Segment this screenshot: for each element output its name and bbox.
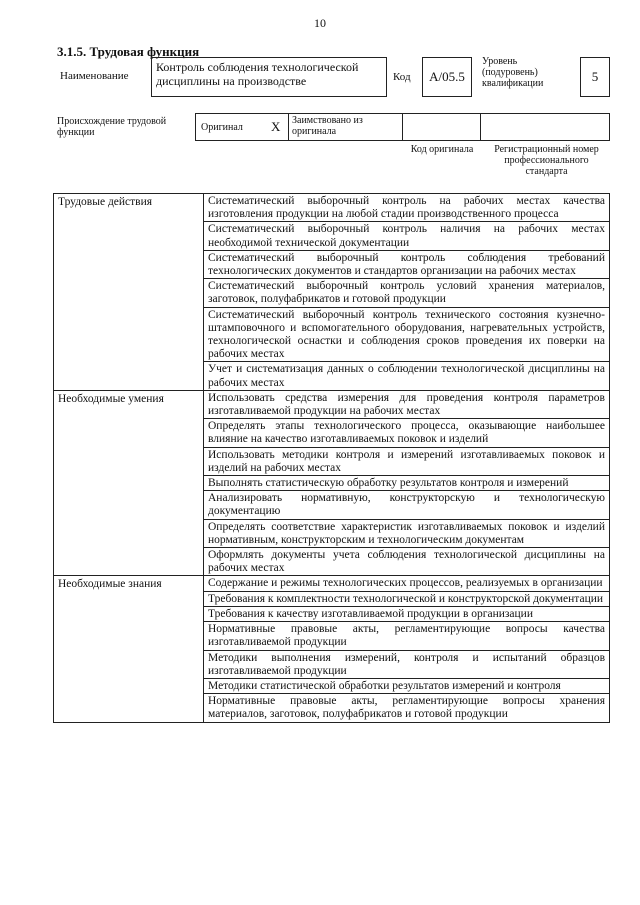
code-original-label: Код оригинала <box>410 144 474 155</box>
section-item: Нормативные правовые акты, регламентирующие вопросы качества изготавливаемой продукции <box>204 622 610 650</box>
section-item: Систематический выборочный контроль наличия на рабочих местах необходимой технической документации <box>204 222 610 250</box>
original-label: Оригинал <box>201 122 243 133</box>
code-value: А/05.5 <box>429 69 465 84</box>
section-category: Необходимые знания <box>54 576 204 722</box>
function-name-box <box>151 57 387 97</box>
section-item: Нормативные правовые акты, регламентирующие вопросы хранения материалов, заготовок, полуфабрикатов и готовой продукции <box>204 694 610 722</box>
origin-divider-3 <box>480 113 481 141</box>
code-label: Код <box>393 71 411 83</box>
section-item: Использовать методики контроля и измерений изготавливаемых поковок и изделий на рабочих местах <box>204 447 610 475</box>
table-row <box>54 576 610 591</box>
section-item: Методики выполнения измерений, контроля и испытаний образцов изготавливаемой продукции <box>204 650 610 678</box>
section-item: Систематический выборочный контроль условий хранения материалов, заготовок, полуфабрикатов и готовой продукции <box>204 279 610 307</box>
section-item: Выполнять статистическую обработку результатов контроля и измерений <box>204 476 610 491</box>
section-item: Определять соответствие характеристик изготавливаемых поковок и изделий нормативным, конструкторским и технологическим документам <box>204 519 610 547</box>
origin-divider-1 <box>288 113 289 141</box>
origin-divider-2 <box>402 113 403 141</box>
section-item: Методики статистической обработки результатов измерений и контроля <box>204 678 610 693</box>
section-item: Требования к комплектности технологической и конструкторской документации <box>204 591 610 606</box>
borrowed-label: Заимствовано из оригинала <box>292 115 363 137</box>
reg-number-label: Регистрационный номер профессионального стандарта <box>494 144 599 177</box>
original-mark: Х <box>271 119 281 134</box>
code-box <box>422 57 472 97</box>
origin-label: Происхождение трудовой функции <box>57 116 167 138</box>
table-row <box>54 194 610 222</box>
section-item: Определять этапы технологического процесса, оказывающие наибольшее влияние на качество изготавливаемых поковок и изделий <box>204 419 610 447</box>
section-item: Использовать средства измерения для проведения контроля параметров изготавливаемой продукции на рабочих местах <box>204 390 610 418</box>
section-category: Трудовые действия <box>54 194 204 391</box>
section-item: Систематический выборочный контроль соблюдения требований технологических документов и стандартов организации на рабочих местах <box>204 250 610 278</box>
section-item: Систематический выборочный контроль технического состояния кузнечно-штамповочного и вспомогательного оборудования, нагревательных устройств, технологической оснастки и соблюдения сроков проведения их поверки на рабочих местах <box>204 307 610 362</box>
level-value: 5 <box>591 69 599 84</box>
section-item: Содержание и режимы технологических процессов, реализуемых в организации <box>204 576 610 591</box>
section-title: 3.1.5. Трудовая функция <box>57 44 200 59</box>
name-label: Наименование <box>60 70 129 82</box>
level-label: Уровень (подуровень) квалификации <box>482 56 544 89</box>
section-item: Требования к качеству изготавливаемой продукции в организации <box>204 606 610 621</box>
level-box <box>580 57 610 97</box>
page-number: 10 <box>314 16 326 30</box>
section-item: Оформлять документы учета соблюдения технологической дисциплины на рабочих местах <box>204 548 610 576</box>
function-name-value: Контроль соблюдения технологической дисциплины на производстве <box>156 60 359 88</box>
section-item: Анализировать нормативную, конструкторскую и технологическую документацию <box>204 491 610 519</box>
function-table <box>53 193 610 723</box>
section-item: Систематический выборочный контроль на рабочих местах качества изготовления продукции на любой стадии производственного процесса <box>204 194 610 222</box>
section-item: Учет и систематизация данных о соблюдении технологической дисциплины на рабочих местах <box>204 362 610 390</box>
table-row <box>54 390 610 418</box>
section-category: Необходимые умения <box>54 390 204 576</box>
